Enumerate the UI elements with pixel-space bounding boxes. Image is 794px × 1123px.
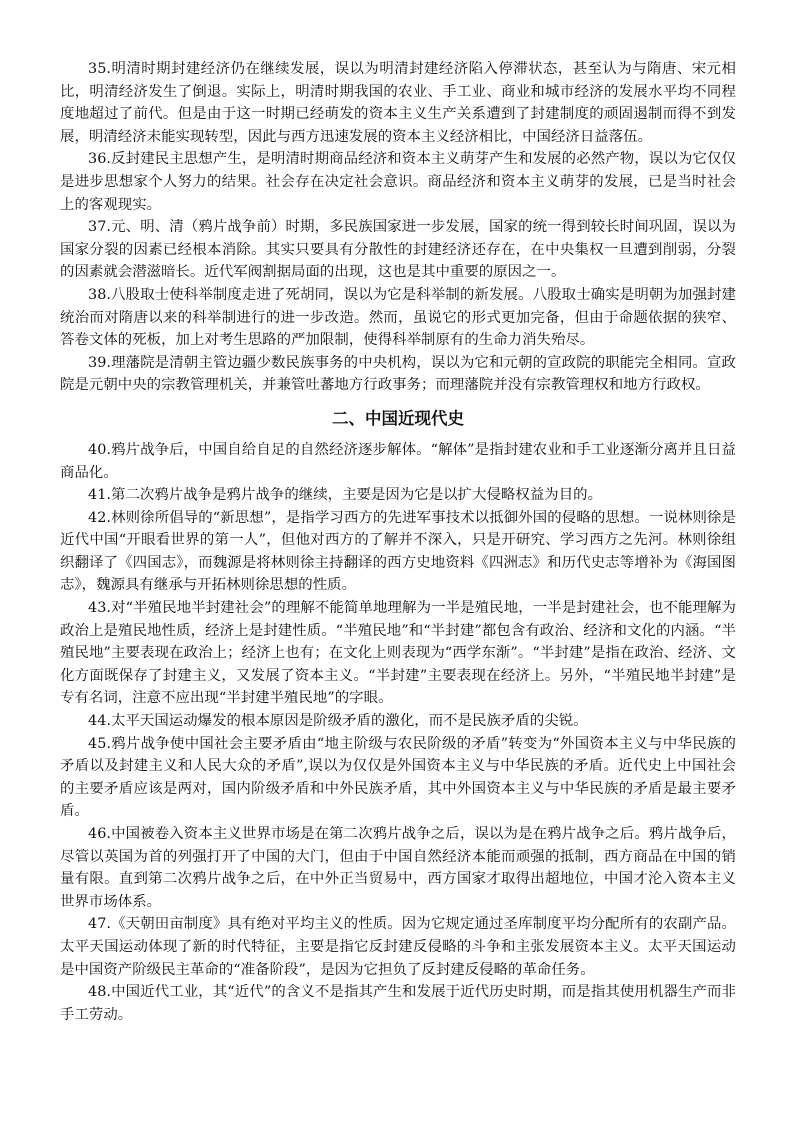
paragraph-41: 41.第二次鸦片战争是鸦片战争的继续，主要是因为它是以扩大侵略权益为目的。 [88, 487, 603, 504]
paragraph-42: 42.林则徐所倡导的“新思想”，是指学习西方的先进军事技术以抵御外国的侵略的思想。一说林则徐是近代中国“开眼看世界的第一人”，但他对西方的了解并不深入，只是开研究、学习西方之先河。林则徐组织翻译了《四国志》，而魏源是将林则徐主持翻译的西方史地资料《四洲志》和历代史志等增补为《海国图志》，魏源具有继承与开拓林则徐思想的性质。 [60, 509, 736, 594]
paragraph-40: 40.鸦片战争后，中国自给自足的自然经济逐步解体。“解体”是指封建农业和手工业逐渐分离并且日益商品化。 [60, 441, 736, 481]
paragraph-48: 48.中国近代工业，其“近代”的含义不是指其产生和发展于近代历史时期，而是指其使用机器生产而非手工劳动。 [60, 984, 736, 1023]
section-two-heading: 二、中国近现代史 [332, 408, 464, 428]
paragraph-45: 45.鸦片战争使中国社会主要矛盾由“地主阶级与农民阶级的矛盾”转变为“外国资本主义与中华民族的矛盾以及封建主义和人民大众的矛盾”,误以为仅仅是外国资本主义与中华民族的矛盾。近代史上中国社会的主要矛盾应该是两对，国内阶级矛盾和中外民族矛盾，其中外国资本主义与中华民族的矛盾是最主要矛盾。 [60, 735, 736, 820]
paragraph-35: 35.明清时期封建经济仍在继续发展，误以为明清封建经济陷入停滞状态，甚至认为与隋唐、宋元相比，明清经济发生了倒退。实际上，明清时期我国的农业、手工业、商业和城市经济的发展水平均不同程度地超过了前代。但是由于这一时期已经萌发的资本主义生产关系遭到了封建制度的顽固遏制而得不到发展，明清经济未能实现转型，因此与西方迅速发展的资本主义经济相比，中国经济日益落伍。 [60, 61, 736, 145]
section-one [60, 58, 736, 397]
paragraph-36: 36.反封建民主思想产生，是明清时期商品经济和资本主义萌芽产生和发展的必然产物，误以为它仅仅是进步思想家个人努力的结果。社会存在决定社会意识。商品经济和资本主义萌芽的发展，已是当时社会上的客观现实。 [60, 151, 736, 213]
section-two [60, 439, 736, 1026]
paragraph-43: 43.对“半殖民地半封建社会”的理解不能简单地理解为一半是殖民地，一半是封建社会，也不能理解为政治上是殖民地性质，经济上是封建性质。“半殖民地”和“半封建”都包含有政治、经济和文化的内涵。“半殖民地”主要表现在政治上；经济上也有；在文化上则表现为“西学东渐”。“半封建”是指在政治、经济、文化方面既保存了封建主义，又发展了资本主义。“半封建”主要表现在经济上。另外，“半殖民地半封建”是专有名词，注意不应出现“半封建半殖民地”的字眼。 [60, 600, 736, 707]
paragraph-44: 44.太平天国运动爆发的根本原因是阶级矛盾的激化，而不是民族矛盾的尖锐。 [88, 713, 588, 730]
paragraph-37: 37.元、明、清（鸦片战争前）时期，多民族国家进一步发展，国家的统一得到较长时间巩固，误以为国家分裂的因素已经根本消除。其实只要具有分散性的封建经济还存在，在中央集权一旦遭到削弱，分裂的因素就会潜滋暗长。近代军阀割据局面的出现，这也是其中重要的原因之一。 [60, 219, 736, 281]
paragraph-38: 38.八股取士使科举制度走进了死胡同，误以为它是科举制的新发展。八股取士确实是明朝为加强封建统治而对隋唐以来的科举制进行的进一步改造。然而，虽说它的形式更加完备，但由于命题依据的狭窄、答卷文体的死板，加上对考生思路的严加限制，使得科举制原有的生命力消失殆尽。 [60, 286, 736, 349]
paragraph-39: 39.理藩院是清朝主管边疆少数民族事务的中央机构，误以为它和元朝的宣政院的职能完全相同。宣政院是元朝中央的宗教管理机关，并兼管吐蕃地方行政事务；而理藩院并没有宗教管理权和地方行政权。 [60, 354, 736, 394]
paragraph-46: 46.中国被卷入资本主义世界市场是在第二次鸦片战争之后，误以为是在鸦片战争之后。鸦片战争后，尽管以英国为首的列强打开了中国的大门，但由于中国自然经济本能而顽强的抵制，西方商品在中国的销量有限。直到第二次鸦片战争之后，在中外正当贸易中，西方国家才取得出超地位，中国才沦入资本主义世界市场体系。 [60, 826, 736, 910]
paragraph-47: 47.《天朝田亩制度》具有绝对平均主义的性质。因为它规定通过圣库制度平均分配所有的农副产品。太平天国运动体现了新的时代特征，主要是指它反封建反侵略的斗争和主张发展资本主义。太平天国运动是中国资产阶级民主革命的“准备阶段”，是因为它担负了反封建反侵略的革命任务。 [60, 916, 736, 978]
